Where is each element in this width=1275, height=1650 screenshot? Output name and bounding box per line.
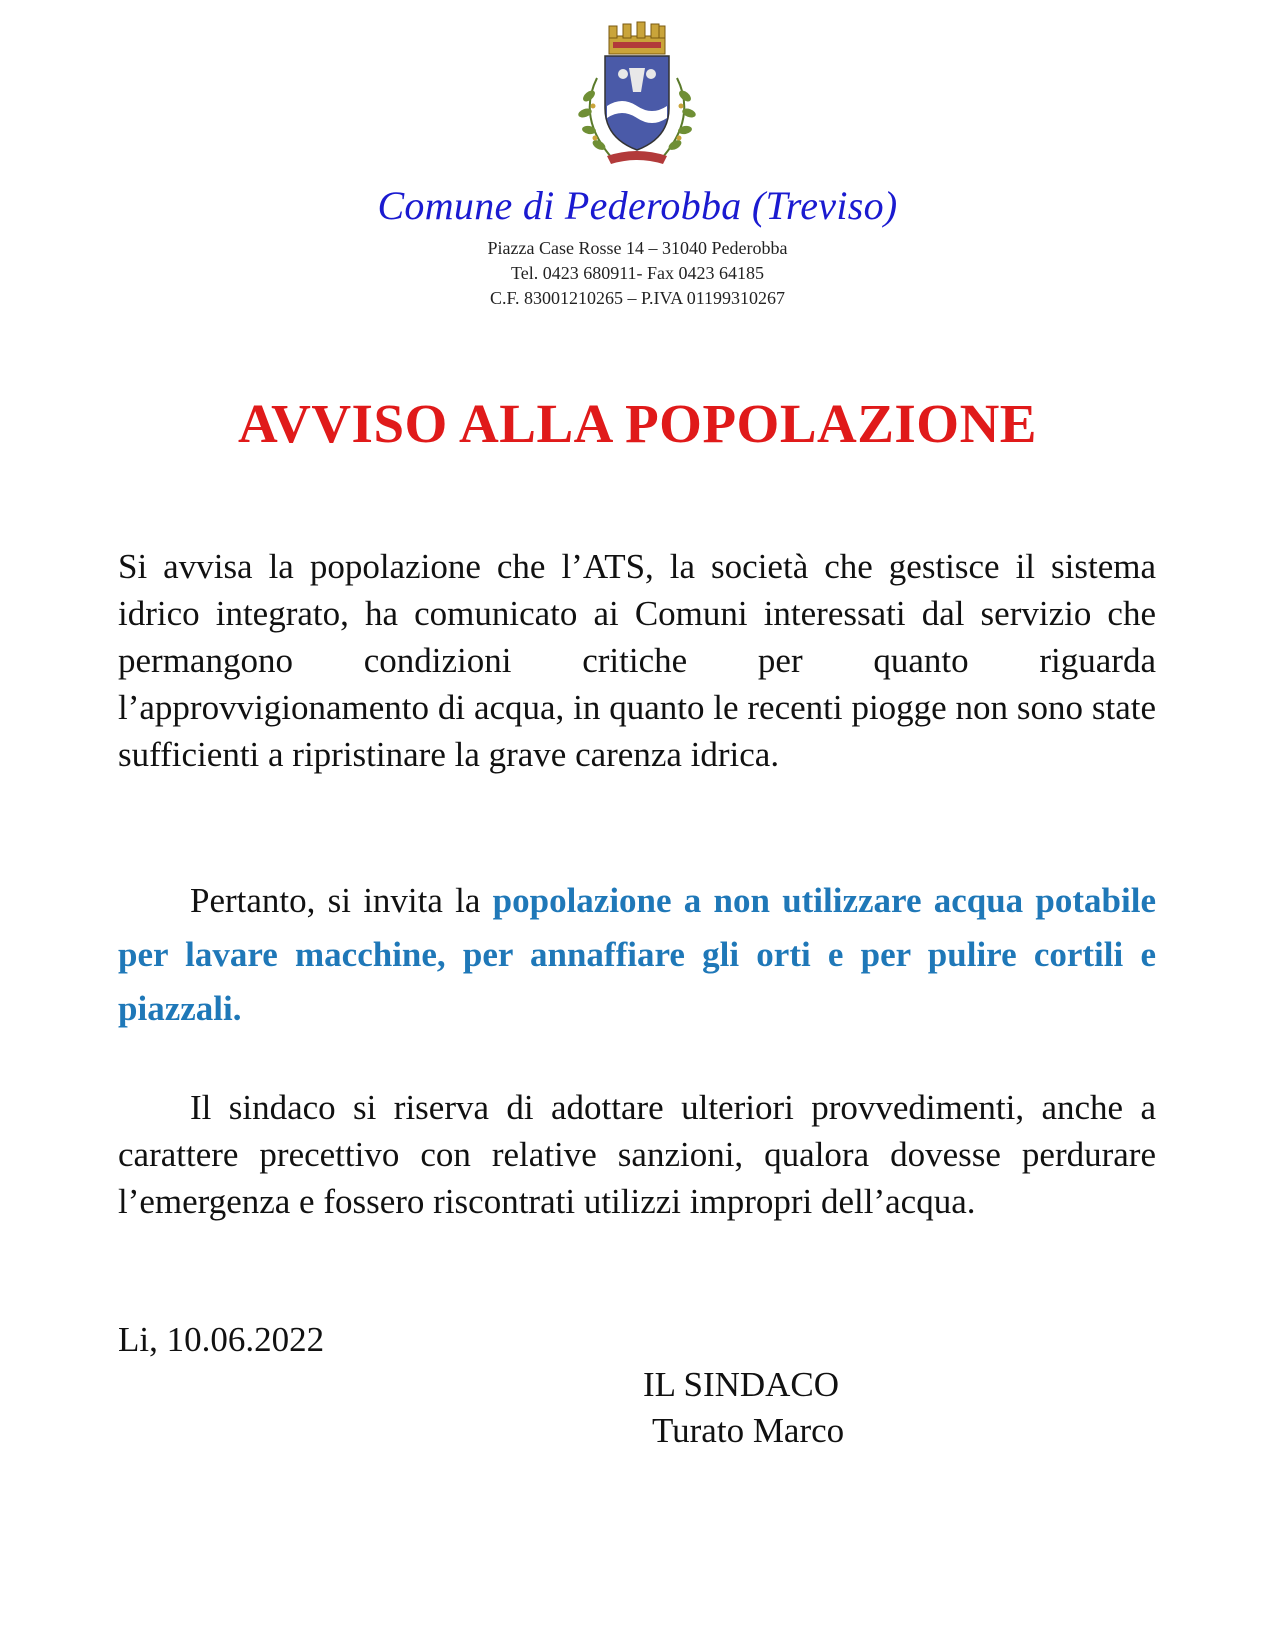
signature-role: IL SINDACO xyxy=(643,1365,840,1404)
phone-line: Tel. 0423 680911- Fax 0423 64185 xyxy=(510,263,765,283)
paragraph-2-highlight: popolazione a non utilizzare acqua potabile per lavare macchine, per annaffiare gli orti e per pulire cortili e piazzali. xyxy=(118,881,1156,1028)
notice-title: AVVISO ALLA POPOLAZIONE xyxy=(237,393,1037,454)
date-line: Li, 10.06.2022 xyxy=(118,1320,325,1359)
address-block xyxy=(0,236,1275,311)
address-line: Piazza Case Rosse 14 – 31040 Pederobba xyxy=(487,238,788,258)
municipality-name: Comune di Pederobba (Treviso) xyxy=(377,183,898,228)
signature-name: Turato Marco xyxy=(652,1411,845,1450)
municipal-coat-of-arms-icon xyxy=(567,18,707,168)
paragraph-3: Il sindaco si riserva di adottare ulteriori provvedimenti, anche a carattere precettivo con relative sanzioni, qualora dovesse perdurare l’emergenza e fossero riscontrati utilizzi impropri dell’acqua. xyxy=(118,1088,1156,1221)
paragraph-2 xyxy=(118,874,1156,1036)
paragraph-1: Si avvisa la popolazione che l’ATS, la società che gestisce il sistema idrico integrato, ha comunicato ai Comuni interessati dal servizio che permangono condizioni critiche per quanto riguarda l’approvvigionamento di acqua, in quanto le recenti piogge non sono state sufficienti a ripristinare la grave carenza idrica. xyxy=(118,547,1156,774)
paragraph-2-intro: Pertanto, si invita la xyxy=(190,881,493,920)
tax-line: C.F. 83001210265 – P.IVA 01199310267 xyxy=(489,288,786,308)
